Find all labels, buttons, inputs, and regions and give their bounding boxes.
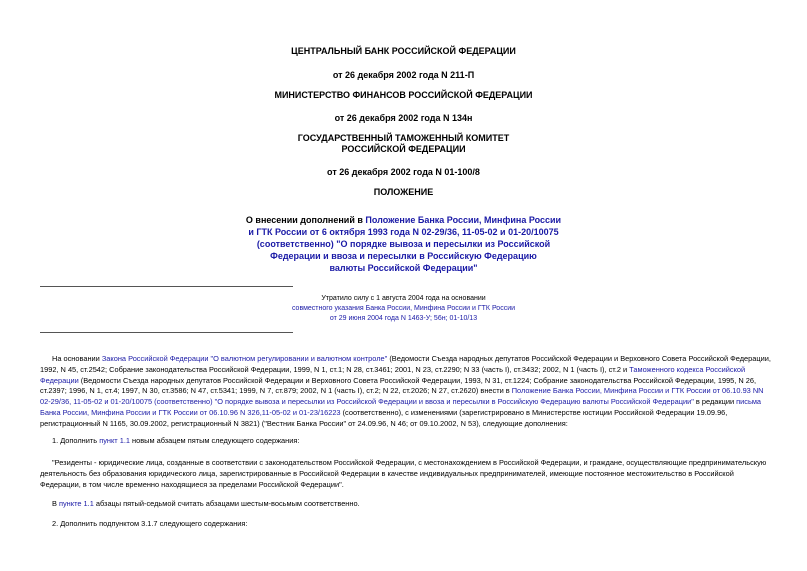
- customs-code-link[interactable]: Таможенного кодекса Российской Федерации: [40, 364, 746, 385]
- text: (Ведомости Съезда народных депутатов Российской Федерации и Верховного Совета Российской Федерации, 1993, N 31, ст.1224; Собрание законодательства Российской Федерации, 1995, N 26, ст.2397; 1996, N 1, ст.4; 1997, N 30, ст.3586; N 47, ст.5341; 1999, N 7, ст.879; 2002, N 1 (часть I), ст.2; N 22, ст.2026; N 27, ст.2620) внести в: [40, 375, 757, 396]
- letter-link[interactable]: письма Банка России, Минфина России и ГТК России от 06.10.96 N 326,11-05-02 и 01-23/16223: [40, 397, 762, 417]
- text: абзацы пятый-седьмой считать абзацами шестым-восьмым соответственно.: [93, 499, 360, 508]
- customs-title-line-1: ГОСУДАРСТВЕННЫЙ ТАМОЖЕННЫЙ КОМИТЕТ: [297, 133, 510, 143]
- text: На основании: [52, 354, 102, 363]
- title-link-line-5[interactable]: валюты Российской Федерации": [329, 263, 478, 273]
- customs-date: от 26 декабря 2002 года N 01-100/8: [327, 167, 480, 177]
- text: новым абзацем пятым следующего содержания:: [130, 436, 300, 445]
- title-link-line-3[interactable]: (соответственно) "О порядке вывоза и пересылки из Российской: [256, 239, 551, 249]
- paragraph-residents-definition: "Резиденты - юридические лица, созданные в соответствии с законодательством Российской Федерации, с местонахождением в Российской Федерации, и граждане, осуществляющие предпринимательскую деятельность без образования юридического лица, зарегистрированные в Российской Федерации в качестве индивидуальных предпринимателей, имеющие постоянное местожительство в Российской Федерации, в том числе временно находящиеся за пределами Российской Федерации".: [40, 458, 767, 489]
- divider-top: [40, 286, 293, 287]
- divider-bottom: [40, 332, 293, 333]
- cb-title: ЦЕНТРАЛЬНЫЙ БАНК РОССИЙСКОЙ ФЕДЕРАЦИИ: [291, 46, 516, 56]
- text: в редакции: [693, 397, 737, 407]
- customs-title-line-2: РОССИЙСКОЙ ФЕДЕРАЦИИ: [341, 144, 466, 154]
- title-link-line-4[interactable]: Федерации и ввоза и пересылки в Российскую Федерацию: [270, 251, 537, 261]
- law-currency-regulation-link[interactable]: Закона Российской Федерации "О валютном регулировании и валютном контроле": [101, 354, 388, 363]
- title-link-line-2[interactable]: и ГТК России от 6 октября 1993 года N 02-29/36, 11-05-02 и 01-20/10075: [248, 227, 559, 237]
- cb-date: от 26 декабря 2002 года N 211-П: [332, 70, 475, 80]
- text: (соответственно), с изменениями (зарегистрировано в Министерстве юстиции Российской Федерации 19.09.96, регистрационный N 1165, 30.09.2002, регистрационный N 3821) ("Вестник Банка России" от 24.09.96, N 46; от 09.10.2002, N 53), следующие дополнения:: [40, 407, 728, 428]
- paragraph-item-1: [40, 436, 772, 447]
- paragraph-renumber: [40, 499, 772, 510]
- title-link-line-1[interactable]: Положение Банка России, Минфина России: [365, 215, 562, 225]
- clause-1-1-link[interactable]: пункт 1.1: [99, 436, 130, 445]
- clause-1-1-link-2[interactable]: пункте 1.1: [58, 499, 94, 508]
- minfin-title: МИНИСТЕРСТВО ФИНАНСОВ РОССИЙСКОЙ ФЕДЕРАЦИИ: [274, 90, 533, 100]
- doc-type-heading: ПОЛОЖЕНИЕ: [373, 187, 434, 197]
- text: 1. Дополнить: [52, 436, 100, 445]
- paragraph-preamble: [40, 354, 772, 430]
- text: (Ведомости Съезда народных депутатов Российской Федерации и Верховного Совета Российской Федерации, 1992, N 45, ст.2542; Собрание законодательства Российской Федерации, 1999, N 1, ст.1; N 28, ст.3461; 2001, N 23, ст.2290; N 33 (часть I), ст.3432; 2002, N 1 (часть I), ст.2 и: [40, 354, 771, 374]
- minfin-date: от 26 декабря 2002 года N 134н: [334, 113, 473, 123]
- title-prefix: О внесении дополнений в: [245, 215, 366, 225]
- status-note-link-1[interactable]: совместного указания Банка России, Минфина России и ГТК России: [291, 305, 516, 312]
- document-title: [0, 214, 807, 274]
- status-note-link-2[interactable]: от 29 июня 2004 года N 1463-У; 56н; 01-10/13: [329, 315, 478, 322]
- regulation-link[interactable]: Положение Банка России, Минфина России и ГТК России от 06.10.93 NN 02-29/36, 11-05-02 и 01-20/10075 (соответственно) "О порядке вывоза и пересылки из Российской Федерации и ввоза и пересылки в Российскую Федерацию валюты Российской Федерации": [40, 386, 764, 407]
- status-note-line-1: Утратило силу с 1 августа 2004 года на основании: [321, 295, 486, 302]
- paragraph-item-2: 2. Дополнить подпунктом 3.1.7 следующего содержания:: [52, 519, 248, 528]
- status-note: [0, 294, 807, 324]
- text: В: [52, 499, 59, 508]
